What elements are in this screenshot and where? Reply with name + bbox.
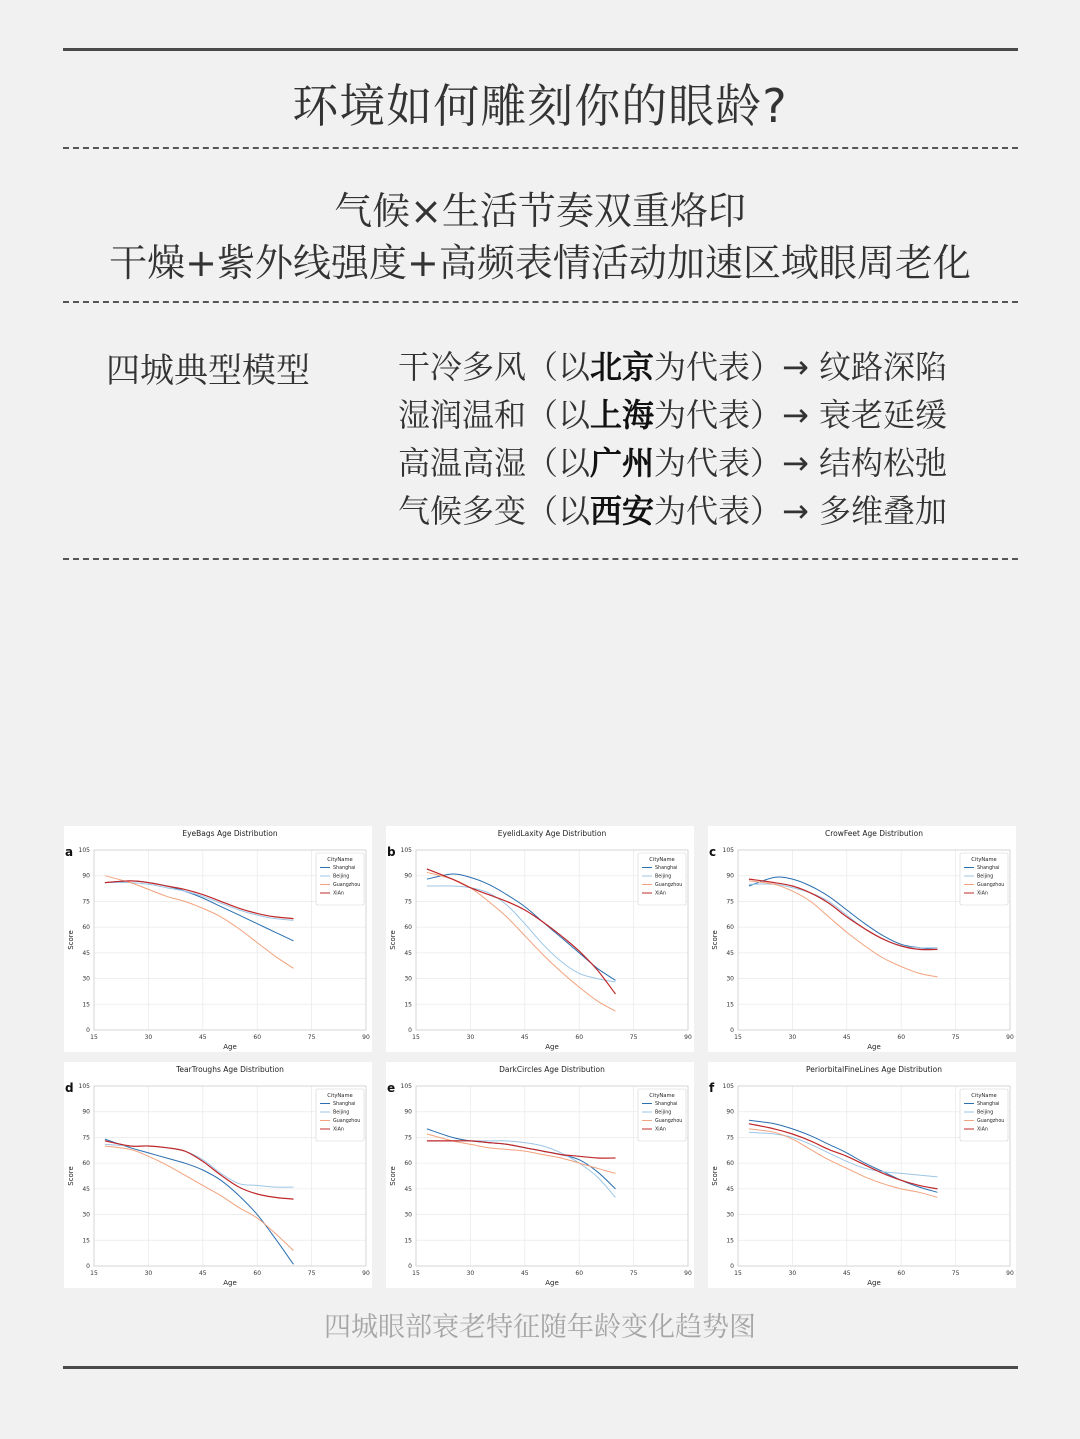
x-axis-label: Age [223, 1043, 237, 1051]
y-tick-label: 75 [404, 1134, 412, 1142]
y-tick-label: 45 [404, 1185, 412, 1193]
y-tick-label: 105 [722, 847, 734, 854]
legend-entry-guangzhou: Guangzhou [333, 1119, 361, 1124]
divider-3 [63, 558, 1018, 560]
chart-panel-f [708, 1062, 1016, 1288]
legend-entry-guangzhou: Guangzhou [655, 883, 683, 888]
series-line-xian [105, 881, 294, 919]
y-tick-label: 30 [404, 1211, 412, 1219]
y-tick-label: 105 [400, 1083, 412, 1090]
x-tick-label: 15 [412, 1270, 420, 1277]
y-tick-label: 75 [726, 1134, 734, 1142]
legend-entry-shanghai: Shanghai [977, 866, 1000, 871]
y-tick-label: 60 [726, 1160, 734, 1168]
chart-panel-b [386, 826, 694, 1052]
y-tick-label: 75 [82, 1134, 90, 1142]
model-item-xian: 气候多变（以西安为代表）→ 多维叠加 [398, 492, 948, 530]
divider-1 [63, 147, 1018, 149]
top-rule [63, 48, 1018, 51]
x-tick-label: 60 [575, 1270, 584, 1277]
x-tick-label: 45 [520, 1034, 529, 1041]
legend-entry-guangzhou: Guangzhou [333, 883, 361, 888]
x-axis-label: Age [545, 1279, 559, 1287]
y-axis-label: Score [67, 930, 75, 950]
legend-entry-shanghai: Shanghai [333, 1102, 356, 1107]
y-tick-label: 60 [404, 1160, 412, 1168]
series-line-beijing [427, 886, 616, 982]
figure-caption: 四城眼部衰老特征随年龄变化趋势图 [324, 1312, 756, 1343]
x-tick-label: 30 [466, 1270, 475, 1277]
y-tick-label: 0 [408, 1027, 412, 1034]
y-tick-label: 60 [82, 1160, 90, 1168]
bottom-rule [63, 1366, 1018, 1369]
x-tick-label: 90 [1006, 1034, 1014, 1041]
x-tick-label: 45 [198, 1270, 207, 1277]
model-item-shanghai: 湿润温和（以上海为代表）→ 衰老延缓 [398, 396, 948, 434]
x-tick-label: 15 [90, 1270, 98, 1277]
x-tick-label: 30 [788, 1270, 797, 1277]
x-tick-label: 30 [466, 1034, 475, 1041]
y-tick-label: 45 [82, 949, 90, 957]
y-tick-label: 75 [82, 898, 90, 906]
series-line-beijing [105, 1144, 294, 1187]
y-tick-label: 0 [408, 1263, 412, 1270]
legend-entry-beijing: Beijing [977, 1110, 994, 1116]
y-tick-label: 0 [86, 1027, 90, 1034]
y-tick-label: 90 [404, 872, 412, 880]
x-tick-label: 75 [629, 1034, 638, 1041]
legend-entry-xian: XiAn [977, 891, 988, 897]
legend-entry-shanghai: Shanghai [333, 866, 356, 871]
series-line-xian [105, 1141, 294, 1199]
legend-title: CityName [649, 1093, 675, 1099]
y-tick-label: 45 [404, 949, 412, 957]
legend-entry-guangzhou: Guangzhou [977, 1119, 1005, 1124]
y-tick-label: 60 [82, 924, 90, 932]
y-tick-label: 90 [726, 1108, 734, 1116]
y-tick-label: 15 [404, 1237, 412, 1245]
y-tick-label: 30 [726, 975, 734, 983]
series-line-xian [749, 879, 938, 950]
x-tick-label: 30 [144, 1034, 153, 1041]
legend-entry-xian: XiAn [655, 891, 666, 897]
legend-entry-xian: XiAn [655, 1127, 666, 1133]
y-axis-label: Score [67, 1166, 75, 1186]
series-line-guangzhou [749, 881, 938, 977]
x-tick-label: 90 [684, 1034, 692, 1041]
y-tick-label: 45 [726, 949, 734, 957]
y-tick-label: 75 [726, 898, 734, 906]
x-tick-label: 45 [520, 1270, 529, 1277]
chart-svg-b [386, 826, 694, 1052]
chart-svg-c [708, 826, 1016, 1052]
series-line-shanghai [427, 1129, 616, 1189]
x-tick-label: 75 [951, 1034, 960, 1041]
models-list [398, 343, 947, 535]
legend-entry-xian: XiAn [333, 1127, 344, 1133]
x-tick-label: 15 [412, 1034, 420, 1041]
y-tick-label: 45 [82, 1185, 90, 1193]
y-tick-label: 30 [404, 975, 412, 983]
y-tick-label: 60 [404, 924, 412, 932]
x-tick-label: 60 [575, 1034, 584, 1041]
series-line-xian [427, 1141, 616, 1158]
x-tick-label: 75 [307, 1034, 316, 1041]
x-tick-label: 90 [684, 1270, 692, 1277]
legend-entry-xian: XiAn [333, 891, 344, 897]
x-axis-label: Age [223, 1279, 237, 1287]
y-tick-label: 0 [730, 1027, 734, 1034]
legend-title: CityName [649, 857, 675, 863]
series-line-shanghai [749, 1120, 938, 1192]
y-tick-label: 90 [726, 872, 734, 880]
y-tick-label: 15 [404, 1001, 412, 1009]
chart-svg-a [64, 826, 372, 1052]
x-tick-label: 60 [253, 1270, 262, 1277]
panel-letter: c [709, 845, 717, 859]
y-tick-label: 15 [726, 1001, 734, 1009]
series-line-guangzhou [105, 1146, 294, 1251]
subtitle-line-2: 干燥+紫外线强度+高频表情活动加速区域眼周老化 [109, 241, 971, 285]
chart-title: DarkCircles Age Distribution [499, 1065, 605, 1074]
chart-title: PeriorbitalFineLines Age Distribution [806, 1065, 942, 1074]
model-item-guangzhou: 高温高湿（以广州为代表）→ 结构松弛 [398, 444, 948, 482]
legend-entry-guangzhou: Guangzhou [977, 883, 1005, 888]
y-axis-label: Score [389, 1166, 397, 1186]
x-tick-label: 15 [734, 1270, 742, 1277]
y-tick-label: 15 [726, 1237, 734, 1245]
x-tick-label: 60 [897, 1034, 906, 1041]
y-tick-label: 60 [726, 924, 734, 932]
legend-title: CityName [971, 1093, 997, 1099]
panel-letter: e [387, 1081, 396, 1095]
y-tick-label: 75 [404, 898, 412, 906]
legend-title: CityName [971, 857, 997, 863]
legend-entry-beijing: Beijing [977, 874, 994, 880]
x-axis-label: Age [867, 1043, 881, 1051]
x-tick-label: 60 [897, 1270, 906, 1277]
y-tick-label: 15 [82, 1237, 90, 1245]
series-line-beijing [749, 884, 938, 948]
models-label: 四城典型模型 [106, 351, 310, 391]
legend-entry-beijing: Beijing [333, 1110, 350, 1116]
y-tick-label: 90 [82, 1108, 90, 1116]
chart-panel-d [64, 1062, 372, 1288]
chart-title: EyelidLaxity Age Distribution [497, 829, 607, 838]
panel-letter: d [65, 1081, 74, 1095]
y-tick-label: 0 [730, 1263, 734, 1270]
panel-letter: f [709, 1081, 715, 1095]
series-line-shanghai [749, 877, 938, 949]
y-tick-label: 15 [82, 1001, 90, 1009]
x-tick-label: 90 [362, 1270, 370, 1277]
divider-2 [63, 301, 1018, 303]
y-tick-label: 45 [726, 1185, 734, 1193]
y-tick-label: 30 [726, 1211, 734, 1219]
panel-letter: b [387, 845, 396, 859]
x-tick-label: 75 [307, 1270, 316, 1277]
x-tick-label: 75 [629, 1270, 638, 1277]
x-tick-label: 15 [734, 1034, 742, 1041]
x-tick-label: 45 [198, 1034, 207, 1041]
x-tick-label: 75 [951, 1270, 960, 1277]
x-tick-label: 15 [90, 1034, 98, 1041]
legend-entry-beijing: Beijing [655, 1110, 672, 1116]
y-tick-label: 105 [722, 1083, 734, 1090]
legend-entry-beijing: Beijing [655, 874, 672, 880]
chart-svg-e [386, 1062, 694, 1288]
legend-entry-shanghai: Shanghai [655, 866, 678, 871]
chart-title: TearTroughs Age Distribution [176, 1065, 284, 1074]
x-tick-label: 60 [253, 1034, 262, 1041]
legend-entry-guangzhou: Guangzhou [655, 1119, 683, 1124]
chart-panel-c [708, 826, 1016, 1052]
x-tick-label: 45 [842, 1034, 851, 1041]
x-tick-label: 90 [1006, 1270, 1014, 1277]
x-tick-label: 90 [362, 1034, 370, 1041]
y-tick-label: 105 [400, 847, 412, 854]
chart-panel-a [64, 826, 372, 1052]
x-tick-label: 45 [842, 1270, 851, 1277]
x-tick-label: 30 [788, 1034, 797, 1041]
y-axis-label: Score [711, 930, 719, 950]
legend-title: CityName [327, 1093, 353, 1099]
chart-title: EyeBags Age Distribution [182, 829, 278, 838]
series-line-guangzhou [427, 872, 616, 1011]
y-tick-label: 90 [82, 872, 90, 880]
y-axis-label: Score [711, 1166, 719, 1186]
y-tick-label: 105 [78, 847, 90, 854]
chart-panel-e [386, 1062, 694, 1288]
x-tick-label: 30 [144, 1270, 153, 1277]
panel-letter: a [65, 845, 74, 859]
chart-svg-f [708, 1062, 1016, 1288]
subtitle-line-1: 气候×生活节奏双重烙印 [334, 189, 746, 233]
y-tick-label: 105 [78, 1083, 90, 1090]
legend-entry-shanghai: Shanghai [977, 1102, 1000, 1107]
y-tick-label: 30 [82, 1211, 90, 1219]
legend-entry-beijing: Beijing [333, 874, 350, 880]
series-line-shanghai [105, 881, 294, 941]
y-axis-label: Score [389, 930, 397, 950]
legend-entry-shanghai: Shanghai [655, 1102, 678, 1107]
y-tick-label: 30 [82, 975, 90, 983]
x-axis-label: Age [867, 1279, 881, 1287]
series-line-guangzhou [427, 1134, 616, 1173]
series-line-guangzhou [105, 876, 294, 969]
x-axis-label: Age [545, 1043, 559, 1051]
chart-svg-d [64, 1062, 372, 1288]
y-tick-label: 90 [404, 1108, 412, 1116]
y-tick-label: 0 [86, 1263, 90, 1270]
chart-title: CrowFeet Age Distribution [825, 829, 923, 838]
model-item-beijing: 干冷多风（以北京为代表）→ 纹路深陷 [398, 348, 948, 386]
page-title: 环境如何雕刻你的眼龄? [292, 79, 788, 133]
legend-title: CityName [327, 857, 353, 863]
legend-entry-xian: XiAn [977, 1127, 988, 1133]
